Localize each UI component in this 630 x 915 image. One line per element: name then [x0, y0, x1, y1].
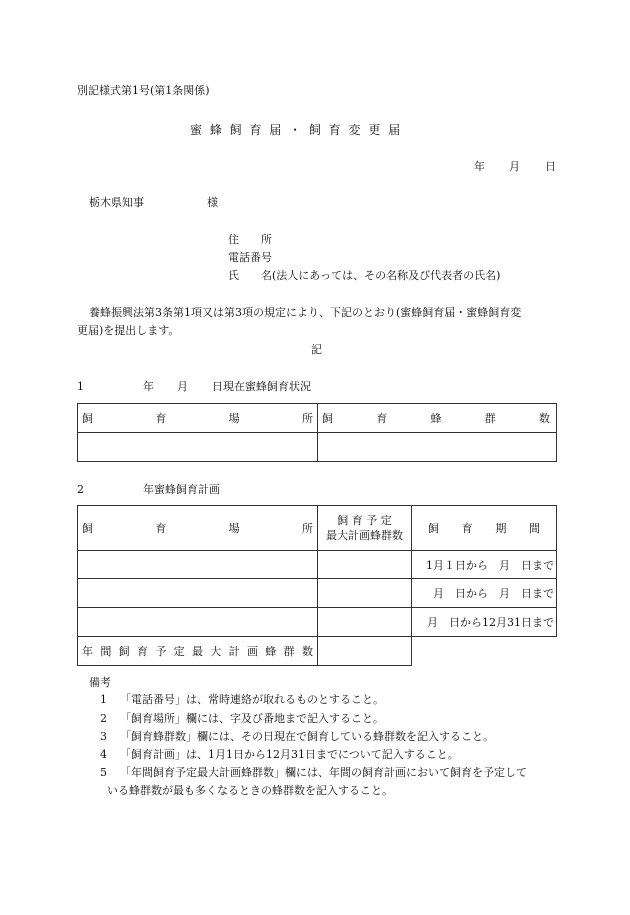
total-label-cell	[78, 637, 318, 666]
plan-total-row	[78, 637, 557, 666]
note-number: 2	[100, 712, 107, 725]
applicant-address-label: 住 所	[228, 233, 272, 246]
header-colonies-char: 数	[539, 412, 550, 425]
header-colonies	[318, 404, 557, 433]
header-colonies-char: 飼	[322, 412, 333, 425]
plan-place-cell[interactable]	[78, 608, 318, 637]
note-text: 「飼育計画」は、1月1日から12月31日までについて記入すること。	[120, 748, 459, 761]
plan-row	[78, 608, 557, 637]
plan-header-place-text	[82, 520, 313, 536]
empty-cell	[412, 637, 557, 666]
section1-number: 1	[77, 380, 84, 393]
header-place-char: 場	[228, 412, 240, 425]
note-text: 「飼育蜂群数」欄には、その日現在で飼育している蜂群数を記入すること。	[120, 730, 494, 743]
section1-year: 年	[143, 380, 154, 393]
total-char: 画	[246, 645, 258, 658]
total-char: 群	[283, 645, 295, 658]
note-number: 1	[100, 693, 107, 706]
plan-header-period-char: 期	[495, 522, 507, 535]
section1-heading: 日現在蜜蜂飼育状況	[212, 380, 311, 393]
plan-header-place-char: 場	[228, 522, 240, 535]
note-number: 3	[100, 730, 107, 743]
header-place-char: 育	[155, 412, 167, 425]
plan-period-cell: 1月１日から 月 日まで	[412, 551, 557, 579]
plan-max-cell[interactable]	[318, 608, 412, 637]
note-item	[100, 766, 527, 780]
header-place-text	[82, 410, 313, 426]
plan-header-max-line2: 最大計画蜂群数	[326, 529, 403, 542]
note-item	[100, 712, 384, 726]
total-char: 大	[210, 645, 222, 658]
note-item	[100, 730, 494, 744]
note-item	[100, 748, 459, 762]
plan-max-cell[interactable]	[318, 551, 412, 579]
plan-header-place	[78, 506, 318, 551]
form-label: 別記様式第1号(第1条関係)	[77, 84, 210, 97]
section1-header-row	[78, 404, 557, 433]
note-text: 「年間飼育予定最大計画蜂群数」欄には、年間の飼育計画において飼育を予定して	[120, 766, 527, 779]
note-text: 「飼育場所」欄には、字及び番地まで記入すること。	[120, 712, 384, 725]
plan-row	[78, 551, 557, 579]
plan-header-max-line1: 飼 育 予 定	[337, 514, 392, 527]
note-item	[100, 693, 384, 707]
section1-table	[77, 403, 557, 462]
total-char: 蜂	[265, 645, 277, 658]
total-char: 計	[228, 645, 240, 658]
total-char: 育	[136, 645, 148, 658]
plan-max-cell[interactable]	[318, 579, 412, 608]
plan-place-cell[interactable]	[78, 551, 318, 579]
body-text-line2: 更届)を提出します。	[77, 324, 180, 337]
document-title: 蜜 蜂 飼 育 届 ・ 飼 育 変 更 届	[190, 123, 403, 137]
addressee-honorific: 様	[207, 196, 218, 209]
section1-entry-row	[78, 433, 557, 462]
total-char: 間	[100, 645, 112, 658]
plan-header-period-char: 育	[461, 522, 473, 535]
plan-header-period-char: 間	[528, 522, 540, 535]
date-day: 日	[545, 160, 556, 173]
section2-table	[77, 505, 557, 666]
plan-row	[78, 579, 557, 608]
total-label-text	[82, 643, 313, 659]
header-place	[78, 404, 318, 433]
note-item-continuation: いる蜂群数が最も多くなるときの蜂群数を記入すること。	[107, 784, 393, 797]
plan-header-period-text	[428, 520, 540, 536]
plan-period-cell: 月 日から 月 日まで	[412, 579, 557, 608]
colonies-cell[interactable]	[318, 433, 557, 462]
section2-heading: 年蜜蜂飼育計画	[143, 483, 220, 496]
date-year: 年	[474, 160, 485, 173]
applicant-phone-label: 電話番号	[228, 251, 272, 264]
applicant-name-label: 氏 名(法人にあっては、その名称及び代表者の氏名)	[228, 269, 501, 282]
body-text-line1: 養蜂振興法第3条第1項又は第3項の規定により、下記のとおり(蜜蜂飼育届・蜜蜂飼育変	[89, 306, 522, 319]
header-colonies-text	[322, 410, 550, 426]
note-number: 4	[100, 748, 107, 761]
total-char: 予	[155, 645, 167, 658]
header-place-char: 飼	[82, 412, 93, 425]
plan-header-max	[318, 506, 412, 551]
total-char: 年	[82, 645, 93, 658]
section1-month: 月	[177, 380, 188, 393]
section2-header-row	[78, 506, 557, 551]
plan-header-period-char: 飼	[428, 522, 439, 535]
place-cell[interactable]	[78, 433, 318, 462]
header-colonies-char: 群	[484, 412, 496, 425]
header-colonies-char: 育	[376, 412, 388, 425]
header-place-char: 所	[301, 412, 313, 425]
section2-number: 2	[77, 483, 84, 496]
plan-place-cell[interactable]	[78, 579, 318, 608]
ki-mark: 記	[311, 343, 322, 356]
header-colonies-char: 蜂	[430, 412, 442, 425]
total-value-cell[interactable]	[318, 637, 412, 666]
plan-header-period	[412, 506, 557, 551]
total-char: 飼	[118, 645, 130, 658]
note-number: 5	[100, 766, 107, 779]
note-text: 「電話番号」は、常時連絡が取れるものとすること。	[120, 693, 384, 706]
addressee-name: 栃木県知事	[89, 196, 144, 209]
total-char: 定	[173, 645, 185, 658]
total-char: 最	[191, 645, 203, 658]
plan-header-place-char: 飼	[82, 522, 93, 535]
plan-header-place-char: 所	[301, 522, 313, 535]
notes-title: 備考	[89, 676, 111, 689]
plan-period-cell: 月 日から12月31日まで	[412, 608, 557, 637]
total-char: 数	[301, 645, 313, 658]
plan-header-place-char: 育	[155, 522, 167, 535]
date-month: 月	[509, 160, 520, 173]
